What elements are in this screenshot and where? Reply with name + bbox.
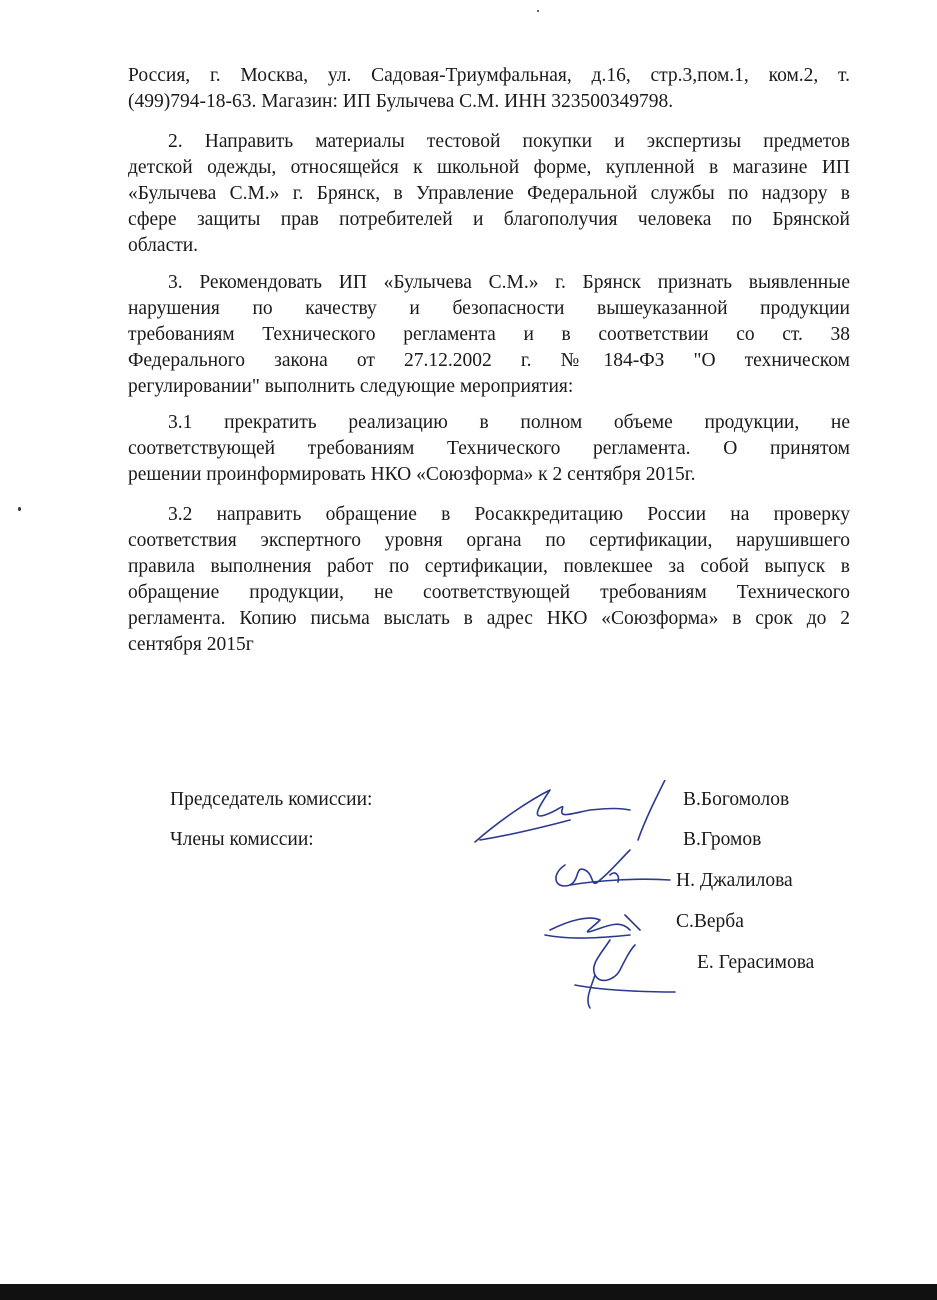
scan-speck (537, 10, 539, 12)
chairman-label: Председатель комиссии: (170, 789, 373, 810)
paragraph-3 (128, 270, 850, 400)
paragraph-2 (128, 129, 850, 259)
paragraph-line: сфере защиты прав потребителей и благополучия человека по Брянской (128, 209, 850, 230)
scan-speck (18, 507, 21, 511)
address-line: (499)794-18-63. Магазин: ИП Булычева С.М. ИНН 323500349798. (128, 91, 674, 112)
paragraph-line: 3.2 направить обращение в Росаккредитацию России на проверку (168, 504, 850, 525)
paragraph-line: Федерального закона от 27.12.2002 г. №184-ФЗ "О техническом (128, 350, 850, 371)
signatory-name: С.Верба (676, 911, 744, 932)
paragraph-3-1 (128, 410, 850, 488)
paragraph-line: детской одежды, относящейся к школьной форме, купленной в магазине ИП (128, 157, 850, 178)
signatory-name: В.Богомолов (683, 789, 790, 810)
paragraph-line: соответствия экспертного уровня органа по сертификации, нарушившего (128, 530, 850, 551)
paragraph-line: решении проинформировать НКО «Союзформа» к 2 сентября 2015г. (128, 464, 696, 485)
paragraph-line: регламента. Копию письма выслать в адрес НКО «Союзформа» в срок до 2 (128, 608, 850, 629)
paragraph-3-2 (128, 502, 850, 658)
paragraph-line: обращение продукции, не соответствующей требованиям Технического (128, 582, 850, 603)
address-line: Россия, г. Москва, ул. Садовая-Триумфальная, д.16, стр.3,пом.1, ком.2, т. (128, 65, 850, 86)
address-paragraph (128, 63, 850, 115)
paragraph-line: регулировании" выполнить следующие мероприятия: (128, 376, 574, 397)
signatory-name: Е. Герасимова (697, 952, 815, 973)
handwritten-signatures (470, 780, 700, 1010)
paragraph-line: требованиям Технического регламента и в соответствии со ст. 38 (128, 324, 850, 345)
paragraph-line: соответствующей требованиям Технического регламента. О принятом (128, 438, 850, 459)
signatory-name: В.Громов (683, 829, 762, 850)
paragraph-line: нарушения по качеству и безопасности вышеуказанной продукции (128, 298, 850, 319)
scan-edge-bar (0, 1284, 937, 1300)
paragraph-line: 2. Направить материалы тестовой покупки и экспертизы предметов (168, 131, 850, 152)
paragraph-line: «Булычева С.М.» г. Брянск, в Управление Федеральной службы по надзору в (128, 183, 850, 204)
paragraph-line: правила выполнения работ по сертификации, повлекшее за собой выпуск в (128, 556, 850, 577)
paragraph-line: 3. Рекомендовать ИП «Булычева С.М.» г. Брянск признать выявленные (168, 272, 850, 293)
paragraph-line: сентября 2015г (128, 634, 254, 655)
members-label: Члены комиссии: (170, 829, 314, 850)
paragraph-line: 3.1 прекратить реализацию в полном объеме продукции, не (168, 412, 850, 433)
paragraph-line: области. (128, 235, 199, 256)
signatory-name: Н. Джалилова (676, 870, 793, 891)
